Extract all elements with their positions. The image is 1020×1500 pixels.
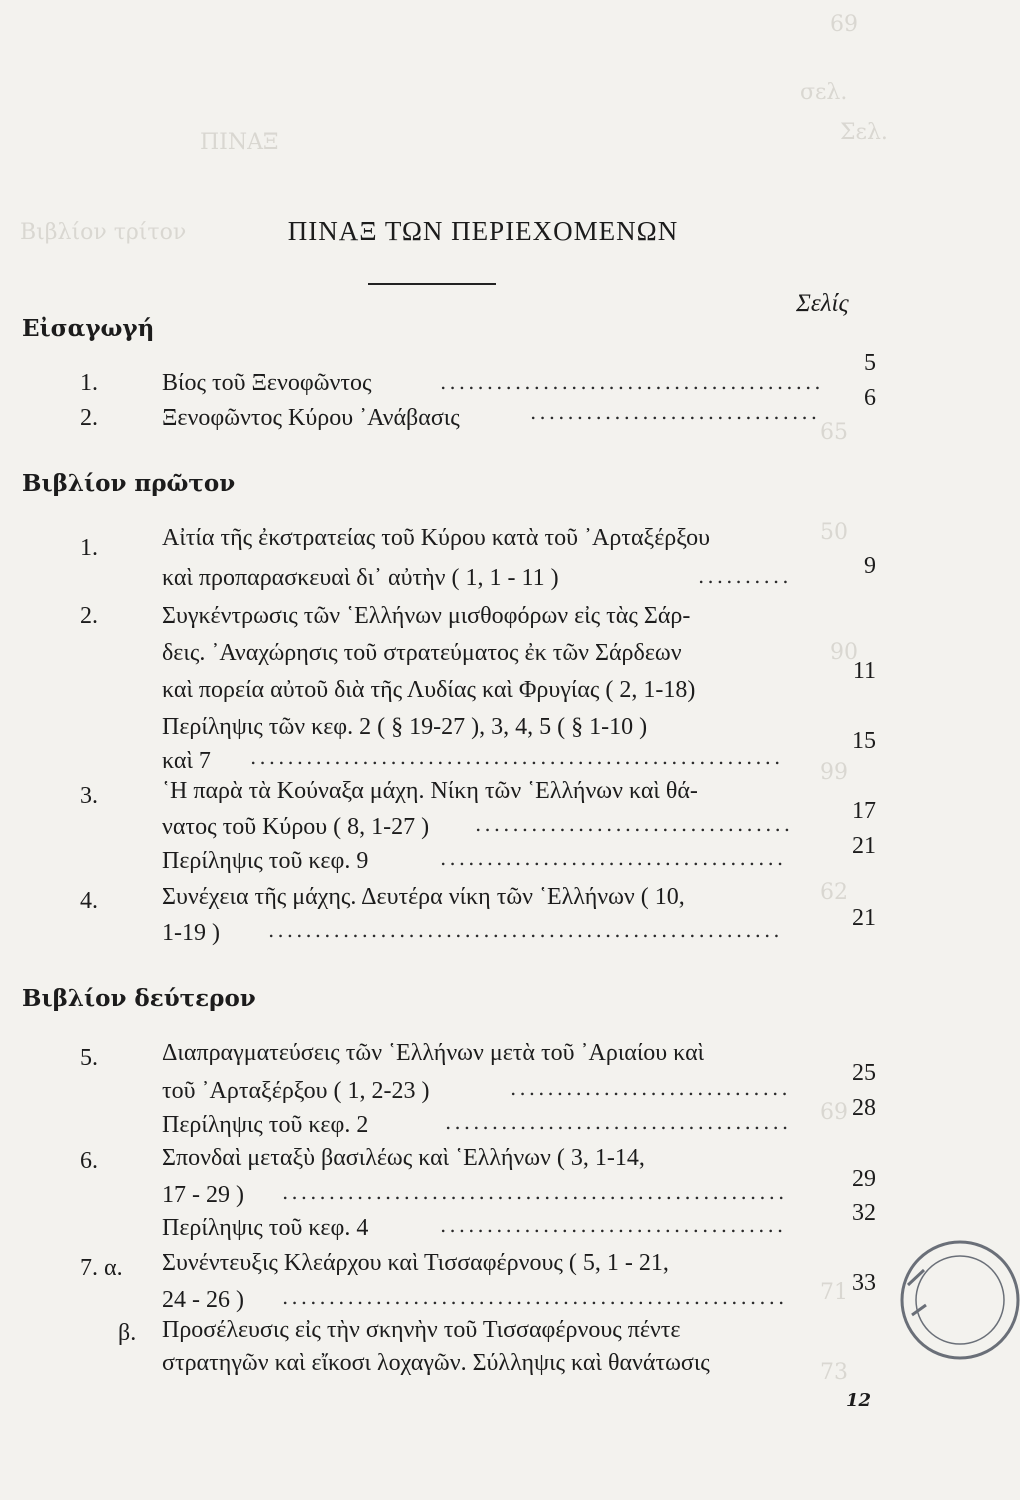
entry-page: 17: [852, 798, 876, 824]
entry-text: 24 - 26 ): [162, 1287, 244, 1313]
entry-page: 9: [864, 553, 876, 579]
entry-text: Περίληψις τοῦ κεφ. 9: [162, 848, 369, 874]
dot-leader: ..................................: [475, 812, 794, 836]
dot-leader: .....................................: [440, 846, 787, 870]
entry-text: Συνέντευξις Κλεάρχου καὶ Τισσαφέρνους ( 5, 1 - 21,: [162, 1250, 669, 1276]
entry-page: 11: [852, 658, 876, 684]
entry-text: τοῦ ᾿Αρταξέρξου ( 1, 2-23 ): [162, 1078, 430, 1104]
entry-number: 3.: [80, 783, 98, 809]
entry-text: Σπονδαὶ μεταξὺ βασιλέως καὶ ῾Ελλήνων ( 3, 1-14,: [162, 1145, 645, 1171]
entry-page: 32: [852, 1200, 876, 1226]
entry-text: καὶ 7: [162, 748, 211, 774]
dot-leader: .........................................: [440, 370, 824, 394]
entry-page: 21: [852, 833, 876, 859]
entry-text: Συγκέντρωσις τῶν ῾Ελλήνων μισθοφόρων εἰς τὰς Σάρ-: [162, 603, 691, 629]
title-rule: [368, 283, 496, 285]
section-heading-book2: Βιβλίον δεύτερον: [22, 985, 256, 1012]
entry-text: Περίληψις τοῦ κεφ. 2: [162, 1112, 369, 1138]
entry-text: καὶ πορεία αὐτοῦ διὰ τῆς Λυδίας καὶ Φρυγίας ( 2, 1-18): [162, 677, 696, 703]
entry-page: 29: [852, 1166, 876, 1192]
entry-number: 1.: [80, 535, 98, 561]
dot-leader: ...............................: [530, 400, 821, 424]
dot-leader: ......................................................: [282, 1180, 788, 1204]
entry-text: Προσέλευσις εἰς τὴν σκηνὴν τοῦ Τισσαφέρνους πέντε: [162, 1317, 681, 1343]
entry-number: 2.: [80, 603, 98, 629]
entry-number: 5.: [80, 1045, 98, 1071]
dot-leader: .....................................: [440, 1213, 787, 1237]
entry-text: ῾Η παρὰ τὰ Κούναξα μάχη. Νίκη τῶν ῾Ελλήνων καὶ θά-: [162, 778, 698, 804]
entry-text: Διαπραγματεύσεις τῶν ῾Ελλήνων μετὰ τοῦ ᾿Αριαίου καὶ: [162, 1040, 705, 1066]
entry-number: 6.: [80, 1148, 98, 1174]
entry-text: 17 - 29 ): [162, 1182, 244, 1208]
entry-text: Περίληψις τῶν κεφ. 2 ( § 19-27 ), 3, 4, 5 ( § 1-10 ): [162, 714, 648, 740]
entry-page: 33: [852, 1270, 876, 1296]
section-heading-book1: Βιβλίον πρῶτον: [22, 470, 236, 497]
dot-leader: .........................................................: [250, 745, 784, 769]
entry-text: 1-19 ): [162, 920, 220, 946]
entry-number: 1.: [80, 370, 98, 396]
dot-leader: .......................................................: [268, 918, 783, 942]
entry-text: Περίληψις τοῦ κεφ. 4: [162, 1215, 369, 1241]
dot-leader: ......................................................: [282, 1285, 788, 1309]
entry-number: 7. α.: [80, 1255, 123, 1281]
entry-number: β.: [118, 1320, 137, 1346]
entry-page: 6: [864, 385, 876, 411]
dot-leader: ..........: [698, 564, 792, 588]
entry-text: δεις. ᾿Αναχώρησις τοῦ στρατεύματος ἐκ τῶν Σάρδεων: [162, 640, 682, 666]
entry-text: Βίος τοῦ Ξενοφῶντος: [162, 370, 372, 396]
entry-text: Συνέχεια τῆς μάχης. Δευτέρα νίκη τῶν ῾Ελλήνων ( 10,: [162, 884, 685, 910]
entry-text: Ξενοφῶντος Κύρου ᾿Ανάβασις: [162, 405, 460, 431]
entry-page: 5: [864, 350, 876, 376]
entry-number: 4.: [80, 888, 98, 914]
entry-text: νατος τοῦ Κύρου ( 8, 1-27 ): [162, 814, 430, 840]
page-title: ΠΙΝΑΞ ΤΩΝ ΠΕΡΙΕΧΟΜΕΝΩΝ: [287, 216, 679, 246]
entry-page: 28: [852, 1095, 876, 1121]
entry-page: 15: [852, 728, 876, 754]
library-stamp-icon: [890, 1230, 1020, 1360]
dot-leader: .....................................: [445, 1110, 792, 1134]
entry-page: 21: [852, 905, 876, 931]
entry-page: 25: [852, 1060, 876, 1086]
entry-text: στρατηγῶν καὶ εἴκοσι λοχαγῶν. Σύλληψις καὶ θανάτωσις: [162, 1350, 710, 1376]
entry-text: καὶ προπαρασκευαὶ δι᾿ αὐτὴν ( 1, 1 - 11 ): [162, 565, 559, 591]
page-column-header: Σελίς: [796, 290, 849, 317]
entry-number: 2.: [80, 405, 98, 431]
dot-leader: ..............................: [510, 1076, 791, 1100]
entry-text: Αἰτία τῆς ἐκστρατείας τοῦ Κύρου κατὰ τοῦ ᾿Αρταξέρξου: [162, 525, 710, 551]
show-through-texture: 69 σελ. Σελ. ΠΙΝΑΞ Βιβλίον τρίτον 65 50 90 99 62 69 71 73: [20, 12, 888, 1385]
page-number: 12: [846, 1390, 872, 1411]
section-heading-intro: Εἰσαγωγή: [22, 315, 155, 342]
